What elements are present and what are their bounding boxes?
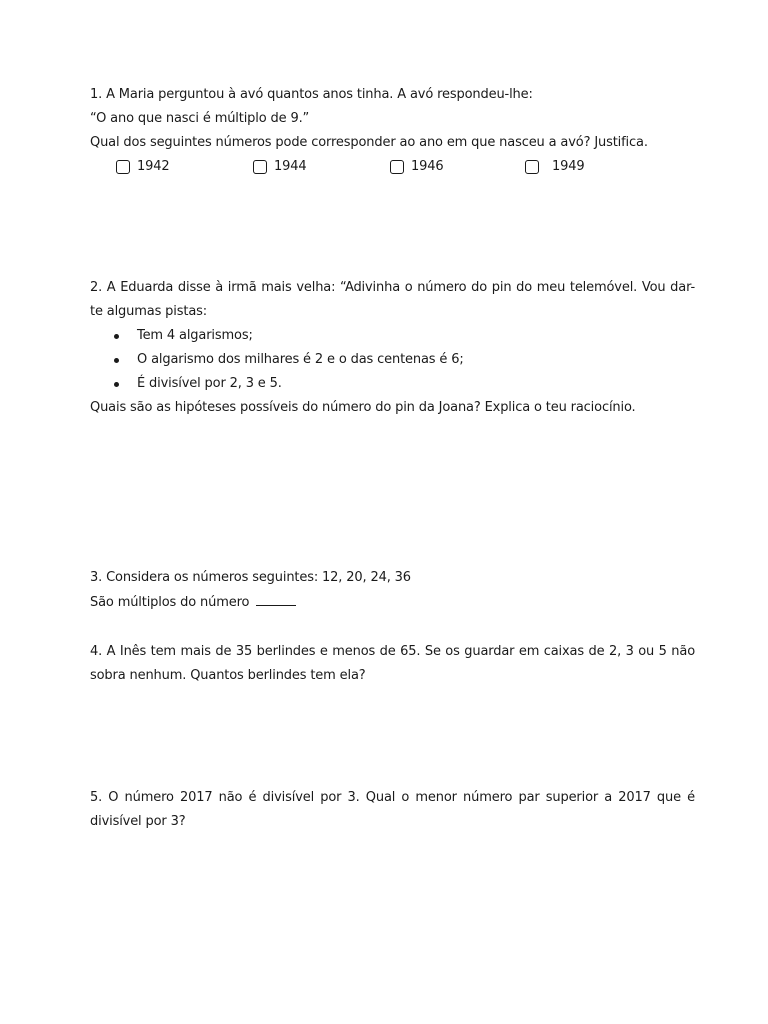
bullet-icon [114, 382, 119, 387]
checkbox-icon[interactable] [525, 160, 539, 174]
bullet-icon [114, 334, 119, 339]
question-3-line-2 [90, 594, 296, 612]
list-item-text: O algarismo dos milhares é 2 e o das centenas é 6; [137, 352, 464, 367]
question-3-text: São múltiplos do número [90, 595, 250, 610]
option-label: 1949 [552, 159, 585, 174]
question-2-intro: 2. A Eduarda disse à irmã mais velha: “Adivinha o número do pin do meu telemóvel. Vou dar-te algumas pistas: [90, 280, 695, 319]
answer-blank[interactable] [256, 594, 296, 606]
option-label: 1944 [274, 159, 307, 174]
question-1-line-1: 1. A Maria perguntou à avó quantos anos tinha. A avó respondeu-lhe: [90, 87, 533, 102]
bullet-icon [114, 358, 119, 363]
list-item-text: Tem 4 algarismos; [137, 328, 253, 343]
checkbox-icon[interactable] [253, 160, 267, 174]
option-1942[interactable] [116, 158, 169, 176]
question-1-quote: “O ano que nasci é múltiplo de 9.” [90, 111, 310, 126]
option-1946[interactable] [390, 158, 443, 176]
option-label: 1942 [137, 159, 170, 174]
question-4: 4. A Inês tem mais de 35 berlindes e menos de 65. Se os guardar em caixas de 2, 3 ou 5 não sobra nenhum. Quantos berlindes tem ela? [90, 644, 695, 683]
checkbox-icon[interactable] [390, 160, 404, 174]
list-item-text: É divisível por 2, 3 e 5. [137, 376, 282, 391]
question-3-line-1: 3. Considera os números seguintes: 12, 20, 24, 36 [90, 570, 411, 585]
checkbox-icon[interactable] [116, 160, 130, 174]
option-1944[interactable] [253, 158, 306, 176]
option-1949[interactable] [525, 158, 584, 176]
option-label: 1946 [411, 159, 444, 174]
question-2-prompt: Quais são as hipóteses possíveis do número do pin da Joana? Explica o teu raciocínio. [90, 400, 636, 415]
question-1-prompt: Qual dos seguintes números pode corresponder ao ano em que nasceu a avó? Justifica. [90, 135, 648, 150]
question-5: 5. O número 2017 não é divisível por 3. Qual o menor número par superior a 2017 que é divisível por 3? [90, 790, 695, 829]
